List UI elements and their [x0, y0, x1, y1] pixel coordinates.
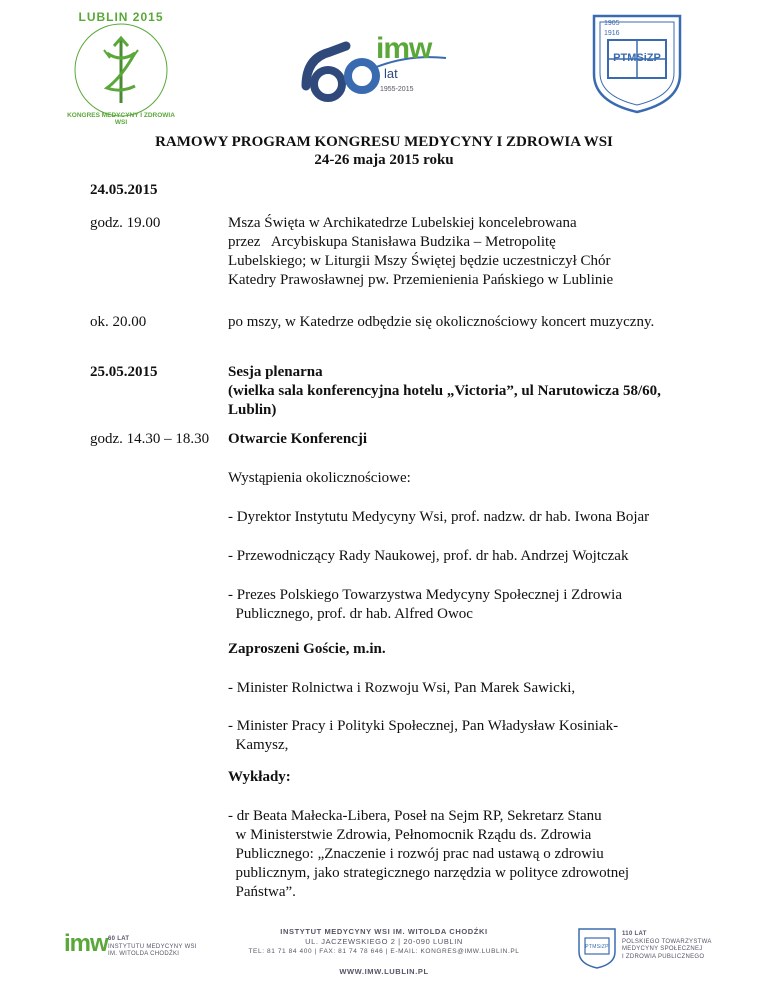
imw-60-range: 1955-2015	[380, 86, 414, 93]
kongres-logo-year: LUBLIN 2015	[78, 10, 164, 24]
footer-left-text	[108, 936, 218, 959]
footer-center	[230, 927, 538, 977]
speech-item-3	[228, 586, 698, 624]
imw-60-brand: imw	[376, 32, 432, 65]
day1-item1-desc	[228, 214, 698, 290]
text-line: publicznym, jako strategicznego narzędzia w polityce zdrowotnej	[228, 865, 630, 881]
text-line: - Minister Pracy i Polityki Społecznej, Pan Władysław Kosiniak-	[228, 718, 619, 734]
session-city: Lublin)	[228, 402, 277, 418]
day1-date: 24.05.2015	[90, 182, 158, 198]
text-line: - dr Beata Małecka-Libera, Poseł na Sejm RP, Sekretarz Stanu	[228, 808, 602, 824]
day2-date: 25.05.2015	[90, 364, 158, 380]
speech-item-2: - Przewodniczący Rady Naukowej, prof. dr hab. Andrzej Wojtczak	[228, 548, 629, 564]
footer-right-text	[622, 931, 726, 961]
kongres-emblem-icon	[62, 8, 180, 126]
page-title: RAMOWY PROGRAM KONGRESU MEDYCYNY I ZDROWIA WSI	[155, 134, 613, 150]
imw-60-logo	[298, 28, 468, 108]
day1-item1-time: godz. 19.00	[90, 215, 161, 231]
lecture-item-1	[228, 807, 698, 902]
text-line: IM. WITOLDA CHODŹKI	[108, 951, 180, 957]
text-line: - Prezes Polskiego Towarzystwa Medycyny Społecznej i Zdrowia	[228, 587, 622, 603]
day1-item2-desc: po mszy, w Katedrze odbędzie się okolicznościowy koncert muzyczny.	[228, 314, 655, 330]
text-line: 110 LAT	[622, 931, 647, 937]
footer-imw-brand: imw	[64, 930, 108, 957]
text-line: przez Arcybiskupa Stanisława Budzika – Metropolitę	[228, 234, 556, 250]
footer-institute-name: INSTYTUT MEDYCYNY WSI IM. WITOLDA CHODŹKI	[280, 927, 488, 936]
day1-item2-time: ok. 20.00	[90, 314, 147, 330]
guests-heading: Zaproszeni Goście, m.in.	[228, 641, 386, 657]
footer-right-logo	[576, 926, 726, 972]
text-line: Katedry Prawosławnej pw. Przemienienia Pańskiego w Lublinie	[228, 272, 614, 288]
footer-website[interactable]: WWW.IMW.LUBLIN.PL	[339, 967, 429, 976]
footer-contact: TEL: 81 71 84 400 | FAX: 81 74 78 646 | E-MAIL: KONGRES@IMW.LUBLIN.PL	[248, 948, 520, 955]
text-line: Lubelskiego; w Liturgii Mszy Świętej będzie uczestniczył Chór	[228, 253, 611, 269]
text-line: w Ministerstwie Zdrowia, Pełnomocnik Rządu ds. Zdrowia	[228, 827, 592, 843]
footer-address: UL. JACZEWSKIEGO 2 | 20-090 LUBLIN	[305, 937, 463, 946]
kongres-logo-ring-text: KONGRES MEDYCYNY I ZDROWIA WSI	[67, 112, 175, 126]
text-line: I ZDROWIA PUBLICZNEGO	[622, 953, 705, 960]
text-line: INSTYTUTU MEDYCYNY WSI	[108, 943, 197, 950]
ptmsizp-year-start: 1905	[604, 20, 620, 27]
text-line: Publicznego, prof. dr hab. Alfred Owoc	[228, 606, 473, 622]
page-subtitle: 24-26 maja 2015 roku	[314, 152, 454, 168]
guest-item-1: - Minister Rolnictwa i Rozwoju Wsi, Pan Marek Sawicki,	[228, 680, 576, 696]
text-line: POLSKIEGO TOWARZYSTWA	[622, 938, 712, 945]
text-line: MEDYCYNY SPOŁECZNEJ	[622, 946, 703, 952]
ptmsizp-abbr: PTMSiZP	[613, 52, 661, 64]
footer-ptmsizp-abbr: PTMSiZP	[585, 944, 609, 950]
kongres-logo	[62, 8, 180, 126]
text-line: 60 LAT	[108, 936, 130, 942]
imw-60-years-label: lat	[384, 66, 398, 81]
session-venue: (wielka sala konferencyjna hotelu „Victoria”, ul Narutowicza 58/60,	[228, 383, 661, 399]
text-line: Państwa”.	[228, 884, 296, 900]
day2-session	[228, 363, 698, 420]
lectures-heading: Wykłady:	[228, 769, 291, 785]
speech-item-1: - Dyrektor Instytutu Medycyny Wsi, prof. nadzw. dr hab. Iwona Bojar	[228, 509, 650, 525]
text-line: Publicznego: „Znaczenie i rozwój prac nad ustawą o zdrowiu	[228, 846, 604, 862]
speeches-heading: Wystąpienia okolicznościowe:	[228, 470, 411, 486]
text-line: Msza Święta w Archikatedrze Lubelskiej koncelebrowana	[228, 215, 577, 231]
session-title: Sesja plenarna	[228, 364, 323, 380]
guest-item-2	[228, 717, 698, 755]
ptmsizp-year-end: 1916	[604, 30, 620, 37]
footer-left-logo	[64, 928, 214, 972]
day2-time: godz. 14.30 – 18.30	[90, 431, 210, 447]
ptmsizp-logo	[586, 10, 688, 116]
opening-heading: Otwarcie Konferencji	[228, 431, 367, 447]
text-line: Kamysz,	[228, 737, 289, 753]
